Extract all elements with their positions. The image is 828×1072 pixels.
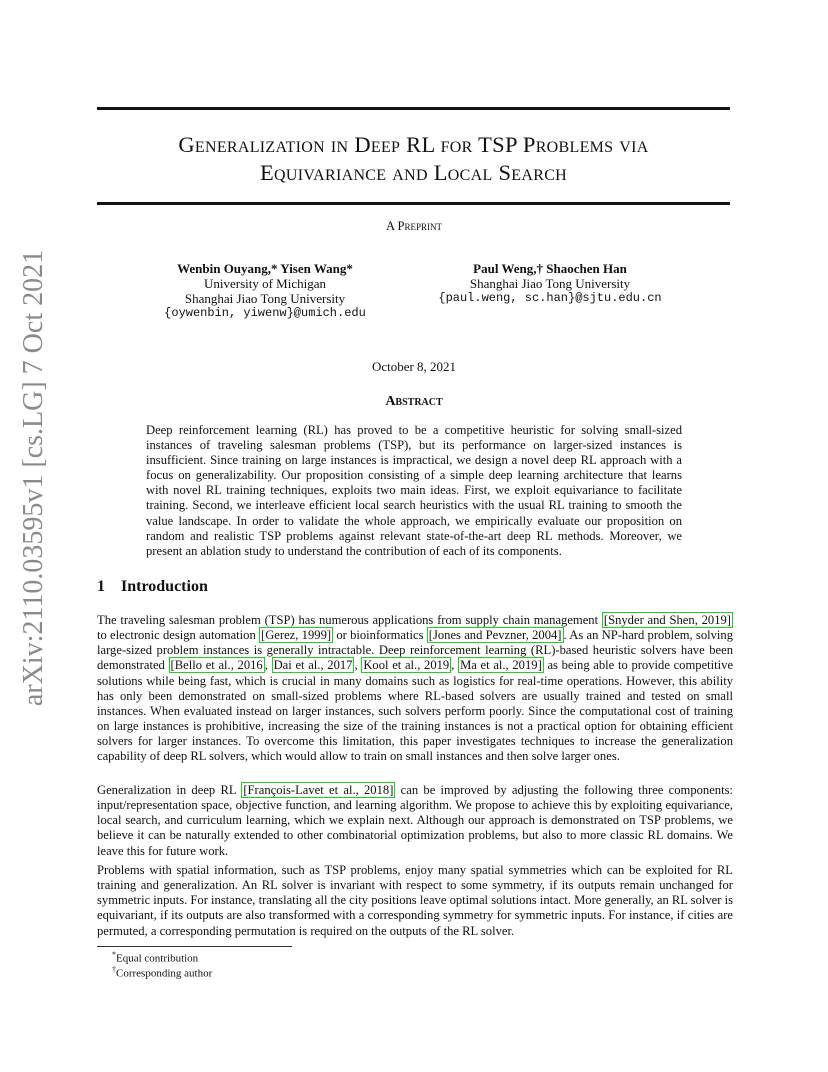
citation-link[interactable]: [François-Lavet et al., 2018] [243, 783, 394, 797]
citation-link[interactable]: [Jones and Pevzner, 2004] [428, 628, 562, 643]
abstract-text: Deep reinforcement learning (RL) has proved to be a competitive heuristic for solving small-sized instances of traveling salesman problems (TSP), but its performance on larger-sized instances is insufficient. Since training on large instances is impractical, we design a novel deep RL approach with a focus on generalizability. Our proposition consisting of a simple deep learning architecture that learns with novel RL training techniques, exploits two main ideas. First, we exploit equivariance to facilitate training. Second, we interleave efficient local search heuristics with the usual RL training to smooth the value landscape. In order to validate the whole approach, we empirically evaluate our proposition on random and realistic TSP problems against relevant state-of-the-art deep RL methods. Moreover, we present an ablation study to understand the contribution of each of its components. [146, 423, 682, 558]
title-line-1: Generalization in Deep RL for TSP Problems via [178, 132, 649, 157]
footnote-text: Equal contribution [116, 952, 199, 965]
footnote-text: Corresponding author [116, 967, 213, 980]
paragraph-text: to electronic design automation [97, 628, 260, 643]
author-names: Wenbin Ouyang,* Yisen Wang* [177, 261, 353, 276]
paragraph-text: . As an NP-hard problem, solving large-sized problem instances is generally intractable. Deep reinforcement learning (RL)-based heuristic solvers have been demonstrated [97, 628, 734, 673]
title-line-2: Equivariance and Local Search [259, 160, 568, 185]
footnote-1 [112, 950, 198, 965]
paragraph-text: Generalization in deep RL [97, 783, 242, 797]
section-number: 1 [97, 578, 105, 595]
section-title: Introduction [121, 578, 208, 595]
paragraph-text: , [451, 658, 459, 673]
author-names: Paul Weng,† Shaochen Han [473, 261, 627, 276]
citation-link[interactable]: Ma et al., 2019] [460, 658, 542, 673]
citation-link[interactable]: [Bello et al., 2016 [170, 658, 263, 673]
citation-link[interactable]: [Snyder and Shen, 2019] [603, 613, 731, 627]
author-affiliation: Shanghai Jiao Tong University [184, 291, 346, 306]
section-heading [97, 578, 208, 596]
title-top-rule [97, 107, 730, 110]
preprint-label: A Preprint [386, 219, 442, 233]
intro-paragraph-1 [97, 613, 733, 765]
footnote-mark: † [112, 965, 116, 974]
footnote-mark: * [112, 950, 116, 959]
author-block-2 [430, 261, 670, 306]
paper-date: October 8, 2021 [371, 359, 457, 374]
paragraph-text: or bioinformatics [333, 628, 427, 643]
intro-paragraph-3: Problems with spatial information, such as TSP problems, enjoy many spatial symmetries which can be exploited for RL training and generalization. An RL solver is invariant with respect to some symmetry, if its outputs remain unchanged for symmetric inputs. For instance, translating all the city positions leave optimal solutions intact. More generally, an RL solver is equivariant, if its outputs are also transformed with a corresponding symmetry for symmetric inputs. For instance, if cities are permuted, a corresponding permutation is required on the outputs of the RL solver. [97, 863, 733, 938]
arxiv-stamp-text: arXiv:2110.03595v1 [cs.LG] 7 Oct 2021 [18, 249, 49, 707]
author-affiliation: University of Michigan [203, 276, 327, 291]
author-block-1 [150, 261, 380, 321]
intro-paragraph-2 [97, 783, 733, 859]
citation-link[interactable]: Kool et al., 2019 [363, 658, 450, 673]
author-email: {oywenbin, yiwenw}@umich.edu [164, 306, 366, 320]
paragraph-text: , [264, 658, 272, 673]
citation-link[interactable]: Dai et al., 2017 [273, 658, 353, 673]
abstract-heading: Abstract [385, 394, 443, 409]
paragraph-text: , [354, 658, 362, 673]
paper-title [97, 131, 730, 187]
footnote-rule [97, 946, 292, 947]
author-affiliation: Shanghai Jiao Tong University [469, 276, 631, 291]
citation-link[interactable]: [Gerez, 1999] [261, 628, 332, 643]
title-bottom-rule [97, 202, 730, 205]
author-email: {paul.weng, sc.han}@sjtu.edu.cn [438, 291, 662, 305]
footnote-2 [112, 965, 212, 980]
paragraph-text: The traveling salesman problem (TSP) has numerous applications from supply chain management [97, 613, 602, 627]
paragraph-text: can be improved by adjusting the following three components: input/representation space, objective function, and learning algorithm. We propose to achieve this by exploiting equivariance, local search, and curriculum learning, which we explain next. Although our approach is demonstrated on TSP problems, we believe it can be naturally extended to other combinatorial optimization problems, but also to more classic RL domains. We leave this for future work. [97, 783, 733, 858]
paragraph-text: as being able to provide competitive solutions while being fast, which is crucial in many domains such as logistics for real-time operations. However, this ability has only been demonstrated on small-sized problems where RL-based solvers are usually trained and tested on small instances. When evaluated instead on larger instances, such solvers perform poorly. Since the computational cost of training on large instances is prohibitive, increasing the size of the training instances is not a practical option for obtaining efficient solvers for larger instances. To overcome this limitation, this paper investigates techniques to increase the generalization capability of deep RL solvers, which would allow to train on small instances and then solve larger ones. [97, 658, 734, 764]
